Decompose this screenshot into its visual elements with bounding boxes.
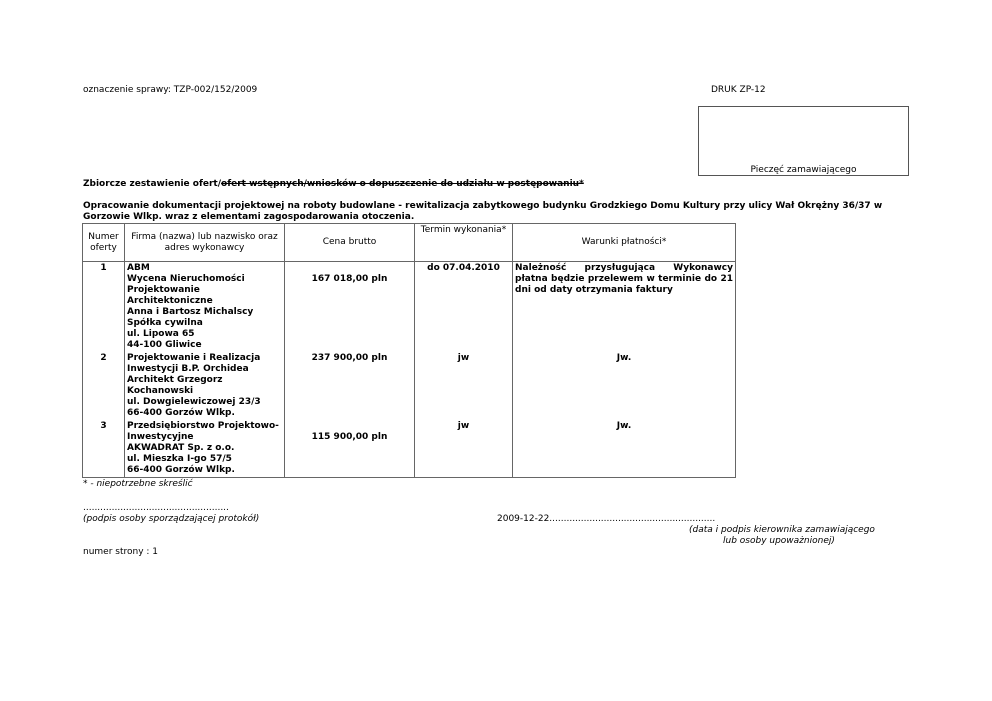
row-firm: Przedsiębiorstwo Projektowo- Inwestycyjne AKWADRAT Sp. z o.o. ul. Mieszka I-go 57/5 66-400 Gorzów Wlkp. bbox=[125, 420, 285, 478]
summary-title-struck: ofert wstępnych/wniosków o dopuszczenie do udziału w postępowaniu* bbox=[221, 179, 584, 189]
header-number: Numer oferty bbox=[83, 224, 125, 262]
header-deadline: Termin wykonania* bbox=[415, 224, 513, 262]
row-price: 115 900,00 pln bbox=[285, 420, 415, 478]
row-deadline: jw bbox=[415, 352, 513, 420]
header-payment: Warunki płatności* bbox=[513, 224, 736, 262]
row-number: 1 bbox=[83, 262, 125, 353]
row-price: 237 900,00 pln bbox=[285, 352, 415, 420]
stamp-box bbox=[698, 106, 909, 176]
table-row bbox=[83, 262, 736, 353]
summary-title-normal: Zbiorcze zestawienie ofert/ bbox=[83, 179, 222, 189]
approver-caption-line2: lub osoby upoważnionej) bbox=[723, 536, 835, 546]
stamp-label: Pieczęć zamawiającego bbox=[750, 164, 857, 175]
table-row bbox=[83, 420, 736, 478]
header-firm: Firma (nazwa) lub nazwisko oraz adres wykonawcy bbox=[125, 224, 285, 262]
summary-title bbox=[83, 179, 584, 190]
row-number: 3 bbox=[83, 420, 125, 478]
table-header-row bbox=[83, 224, 736, 262]
row-firm: ABM Wycena Nieruchomości Projektowanie Architektoniczne Anna i Bartosz Michalscy Spółka cywilna ul. Lipowa 65 44-100 Gliwice bbox=[125, 262, 285, 353]
row-deadline: do 07.04.2010 bbox=[415, 262, 513, 353]
form-code: DRUK ZP-12 bbox=[711, 85, 766, 95]
row-deadline: jw bbox=[415, 420, 513, 478]
procurement-subject: Opracowanie dokumentacji projektowej na roboty budowlane - rewitalizacja zabytkowego budynku Grodzkiego Domu Kultury przy ulicy Wał Okrężny 36/37 w Gorzowie Wlkp. wraz z elementami zagospodarowania otoczenia. bbox=[83, 201, 883, 222]
row-payment: Należność przysługująca Wykonawcy płatna będzie przelewem w terminie do 21 dni od daty otrzymania faktury bbox=[513, 262, 736, 353]
page-number: numer strony : 1 bbox=[83, 547, 159, 557]
row-number: 2 bbox=[83, 352, 125, 420]
preparer-signature-line: ................................................... bbox=[83, 503, 229, 513]
table-row bbox=[83, 352, 736, 420]
offers-table bbox=[82, 223, 736, 478]
row-price: 167 018,00 pln bbox=[285, 262, 415, 353]
approver-caption-line1: (data i podpis kierownika zamawiającego bbox=[689, 525, 875, 535]
date-signature-line: 2009-12-22.......................................................... bbox=[497, 514, 716, 524]
row-payment: Jw. bbox=[513, 352, 736, 420]
preparer-caption: (podpis osoby sporządzającej protokół) bbox=[83, 514, 260, 524]
case-reference: oznaczenie sprawy: TZP-002/152/2009 bbox=[83, 85, 258, 95]
header-price: Cena brutto bbox=[285, 224, 415, 262]
strike-note: * - niepotrzebne skreślić bbox=[83, 479, 193, 489]
row-payment: Jw. bbox=[513, 420, 736, 478]
row-firm: Projektowanie i Realizacja Inwestycji B.P. Orchidea Architekt Grzegorz Kochanowski ul. Dowgielewiczowej 23/3 66-400 Gorzów Wlkp. bbox=[125, 352, 285, 420]
